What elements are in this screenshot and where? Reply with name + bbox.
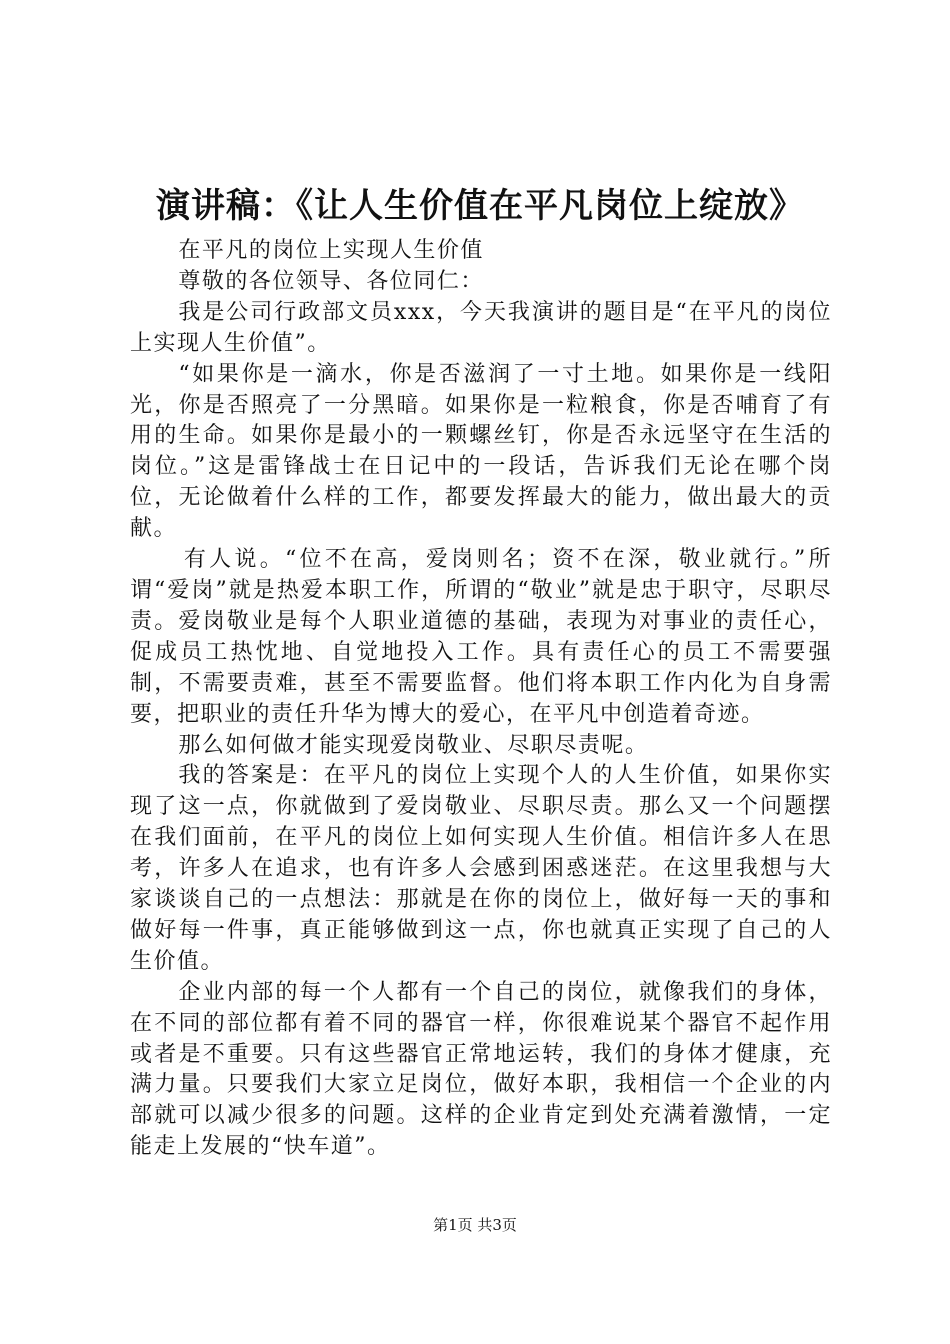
document-body [130,236,832,1163]
paragraph-dedication: 有人说。“位不在高，爱岗则名；资不在深，敬业就行。”所谓“爱岗”就是热爱本职工作，所谓的“敬业”就是忠于职守，尽职尽责。爱岗敬业是每个人职业道德的基础，表现为对事业的责任心，促成员工热忱地、自觉地投入工作。具有责任心的员工不需要强制，不需要责难，甚至不需要监督。他们将本职工作内化为自身需要，把职业的责任升华为博大的爱心，在平凡中创造着奇迹。 [130,547,832,727]
paragraph-question: 那么如何做才能实现爱岗敬业、尽职尽责呢。 [178,732,649,758]
paragraph-lei-feng-quote: “如果你是一滴水，你是否滋润了一寸土地。如果你是一线阳光，你是否照亮了一分黑暗。如果你是一粒粮食，你是否哺育了有用的生命。如果你是最小的一颗螺丝钉，你是否永远坚守在生活的岗位。”这是雷锋战士在日记中的一段话，告诉我们无论在哪个岗位，无论做着什么样的工作，都要发挥最大的能力，做出最大的贡献。 [130,361,832,542]
paragraph-subtitle: 在平凡的岗位上实现人生价值 [178,238,484,263]
paragraph-enterprise: 企业内部的每一个人都有一个自己的岗位，就像我们的身体，在不同的部位都有着不同的器官一样，你很难说某个器官不起作用或者是不重要。只有这些器官正常地运转，我们的身体才健康，充满力量。只要我们大家立足岗位，做好本职，我相信一个企业的内部就可以减少很多的问题。这样的企业肯定到处充满着激情，一定能走上发展的“快车道”。 [130,979,832,1160]
page-number-footer: 第1页 共3页 [433,1216,517,1234]
document-title: 演讲稿：《让人生价值在平凡岗位上绽放》 [156,186,804,226]
paragraph-introduction: 我是公司行政部文员xxx，今天我演讲的题目是“在平凡的岗位上实现人生价值”。 [130,299,832,356]
paragraph-answer: 我的答案是：在平凡的岗位上实现个人的人生价值，如果你实现了这一点，你就做到了爱岗敬业、尽职尽责。那么又一个问题摆在我们面前，在平凡的岗位上如何实现人生价值。相信许多人在思考，许多人在追求，也有许多人会感到困惑迷茫。在这里我想与大家谈谈自己的一点想法：那就是在你的岗位上，做好每一天的事和做好每一件事，真正能够做到这一点，你也就真正实现了自己的人生价值。 [130,763,832,974]
paragraph-salutation: 尊敬的各位领导、各位同仁： [178,268,484,294]
